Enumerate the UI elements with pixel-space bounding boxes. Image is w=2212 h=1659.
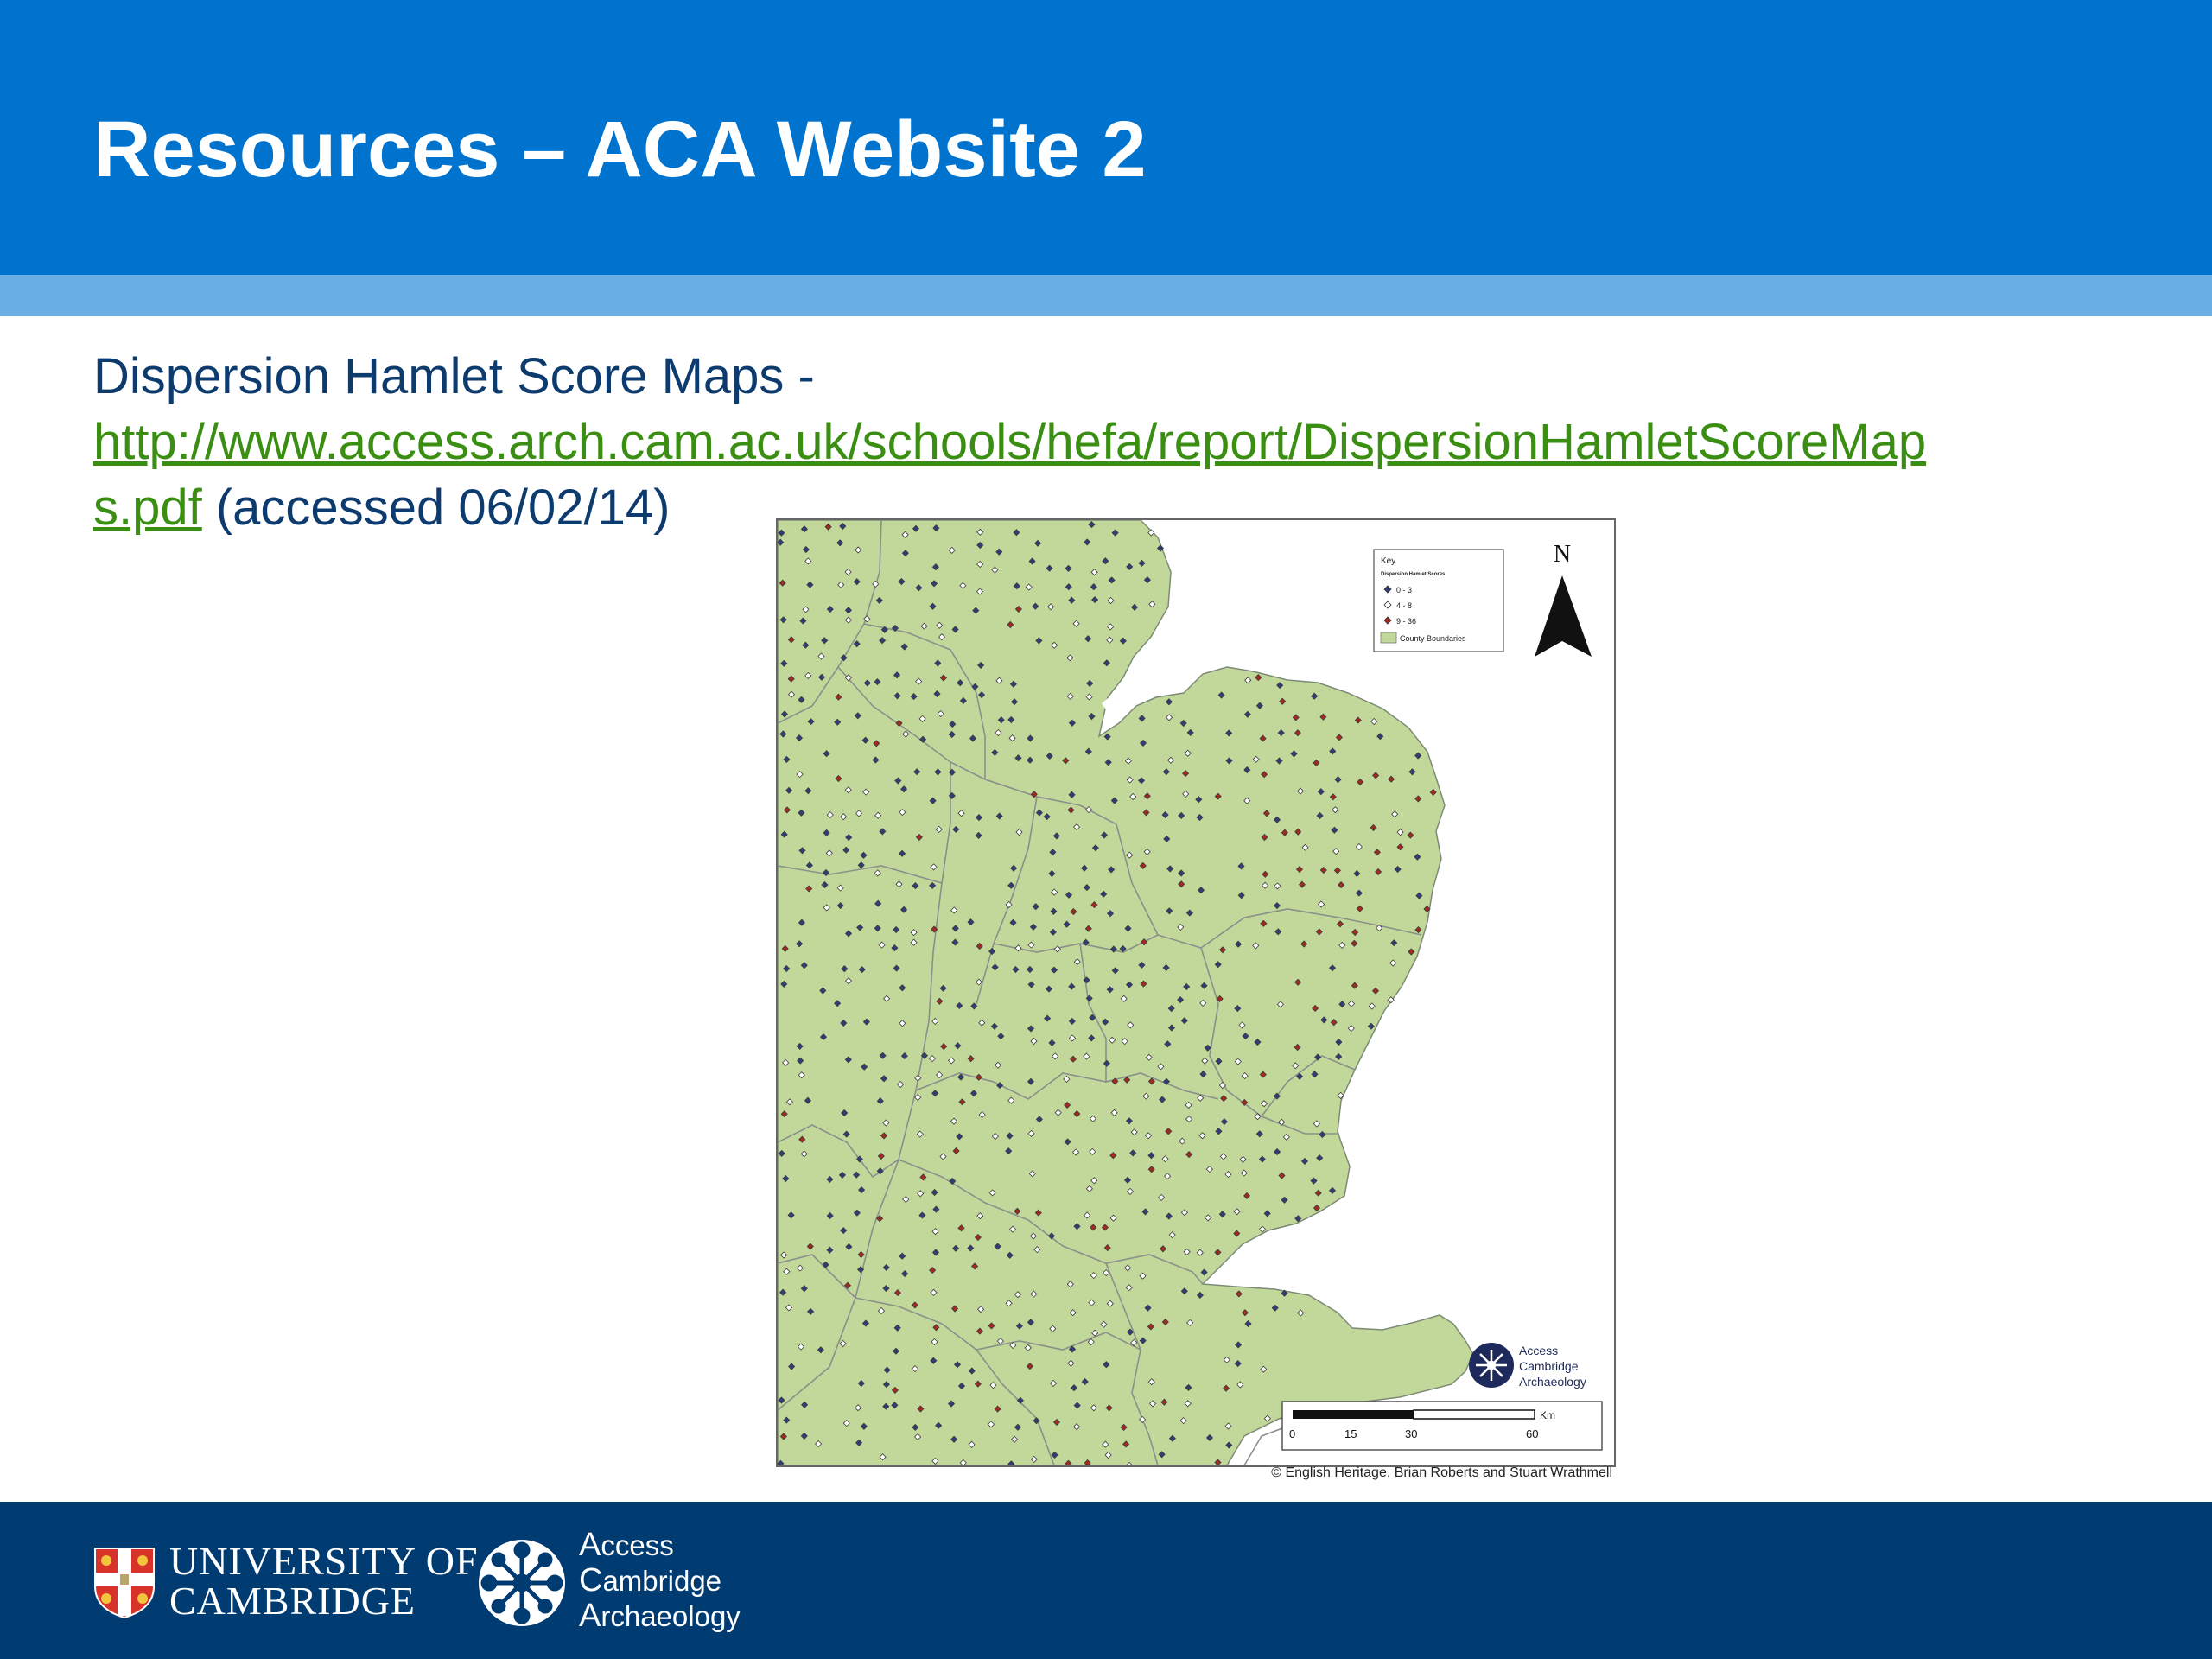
key-label-low: 0 - 3 (1396, 586, 1413, 594)
map-canvas (778, 520, 1614, 1465)
body-text (93, 344, 2133, 541)
intro-text: Dispersion Hamlet Score Maps - (93, 348, 815, 404)
aca-logo-icon (477, 1538, 567, 1628)
key-label-high: 9 - 36 (1396, 617, 1417, 626)
key-swatch-county (1381, 632, 1396, 643)
map-logo-line2: Cambridge (1519, 1359, 1579, 1373)
aca-line-2: Cambridge (579, 1562, 722, 1599)
cambridge-crest-icon (93, 1547, 156, 1619)
map-key (1374, 550, 1503, 652)
map-logo-line3: Archaeology (1519, 1375, 1586, 1389)
scale-unit: Km (1540, 1409, 1555, 1421)
university-line-2: CAMBRIDGE (169, 1579, 416, 1623)
map-credit: © English Heritage, Brian Roberts and Stuart Wrathmell (1271, 1465, 1612, 1480)
north-label: N (1553, 541, 1572, 568)
scale-bar (1282, 1402, 1602, 1450)
aca-logo-text (579, 1528, 741, 1634)
accessed-date: (accessed 06/02/14) (201, 480, 671, 536)
aca-line-1: Access (579, 1527, 674, 1563)
scale-tick-30: 30 (1405, 1427, 1418, 1440)
link-line-2: s.pdf (93, 480, 202, 536)
university-line-1: UNIVERSITY OF (169, 1539, 479, 1583)
slide-title: Resources – ACA Website 2 (93, 105, 1147, 194)
scale-tick-15: 15 (1344, 1427, 1357, 1440)
key-label-county: County Boundaries (1400, 634, 1466, 643)
key-subtitle: Dispersion Hamlet Scores (1381, 572, 1446, 577)
scale-tick-0: 0 (1289, 1427, 1296, 1440)
scale-tick-60: 60 (1526, 1427, 1539, 1440)
key-label-mid: 4 - 8 (1396, 601, 1413, 610)
university-logo-text (169, 1541, 479, 1621)
dispersion-map (776, 518, 1616, 1467)
key-title: Key (1381, 556, 1396, 566)
link-line-1: http://www.access.arch.cam.ac.uk/schools/hefa/report/DispersionHamletScoreMap (93, 414, 1927, 470)
header-stripe (0, 275, 2212, 316)
map-logo-line1: Access (1519, 1344, 1559, 1357)
aca-line-3: Archaeology (579, 1598, 741, 1634)
